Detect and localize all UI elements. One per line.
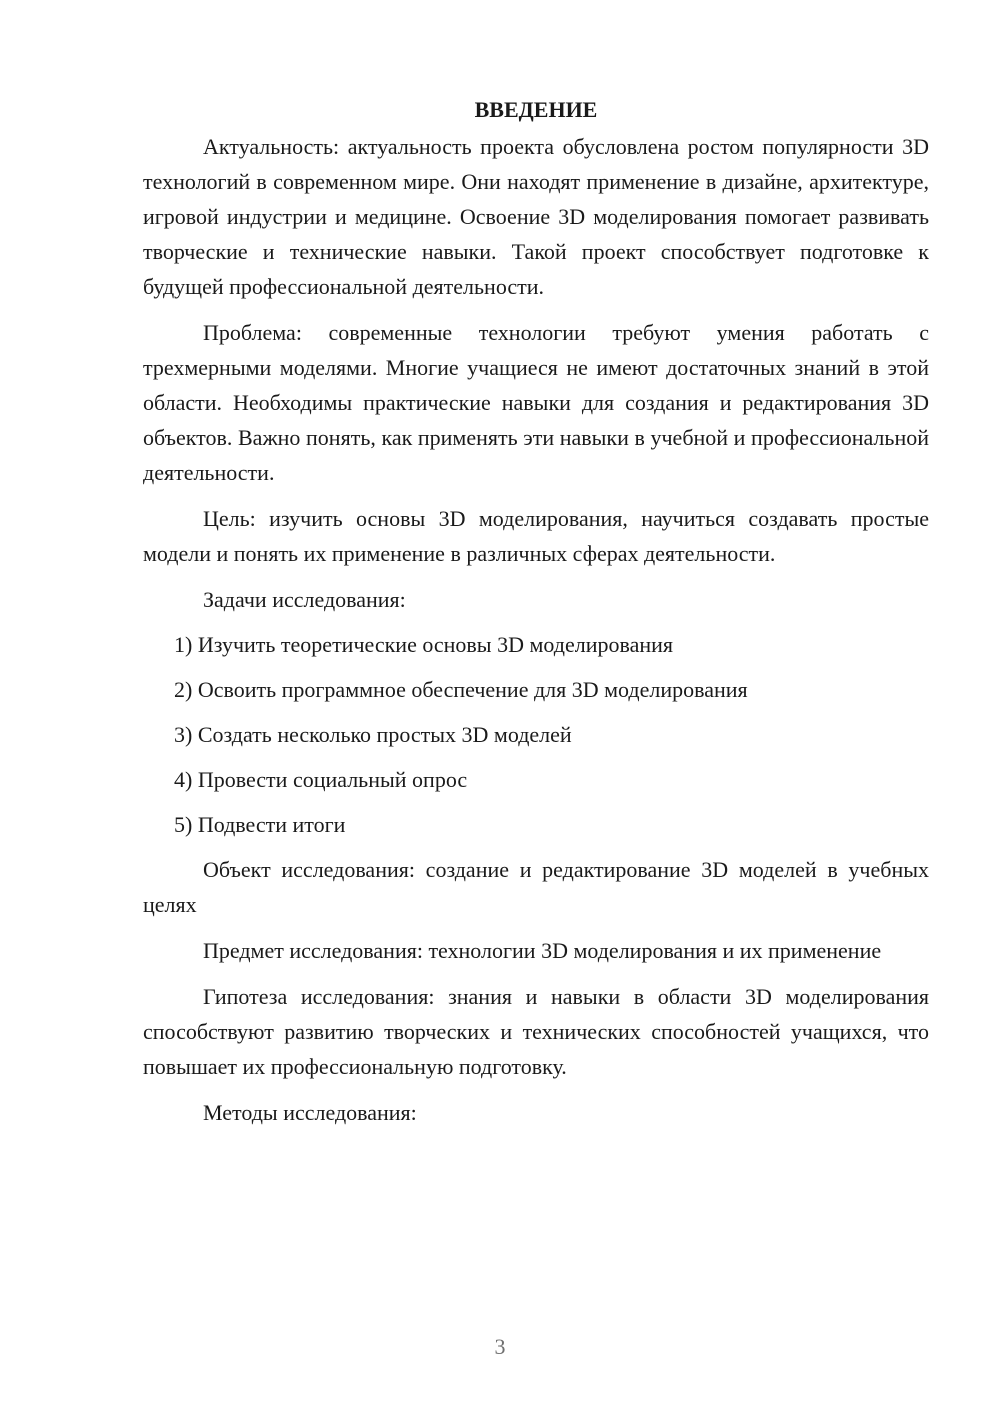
list-item: 2) Освоить программное обеспечение для 3D моделирования: [174, 677, 748, 702]
problem-paragraph: Проблема: современные технологии требуют умения работать с трехмерными моделями. Многие учащиеся не имеют достаточных знаний в этой области. Необходимы практические навыки для создания и редактирования 3D объектов. Важно понять, как применять эти навыки в учебной и профессиональной деятельности.: [143, 320, 929, 485]
tasks-list: [143, 627, 929, 842]
goal-paragraph: Цель: изучить основы 3D моделирования, научиться создавать простые модели и понять их применение в различных сферах деятельности.: [143, 506, 929, 566]
methods-heading: Методы исследования:: [203, 1100, 417, 1125]
tasks-heading: Задачи исследования:: [203, 587, 406, 612]
page-number: 3: [494, 1334, 506, 1359]
object-paragraph: Объект исследования: создание и редактирование 3D моделей в учебных целях: [143, 857, 929, 917]
hypothesis-paragraph: Гипотеза исследования: знания и навыки в области 3D моделирования способствуют развитию творческих и технических способностей учащихся, что повышает их профессиональную подготовку.: [143, 984, 929, 1079]
page-title: ВВЕДЕНИЕ: [474, 97, 598, 122]
list-item: 1) Изучить теоретические основы 3D моделирования: [174, 632, 673, 657]
subject-paragraph: Предмет исследования: технологии 3D моделирования и их применение: [203, 938, 882, 963]
page-body: [143, 92, 929, 1140]
relevance-paragraph: Актуальность: актуальность проекта обусловлена ростом популярности 3D технологий в современном мире. Они находят применение в дизайне, архитектуре, игровой индустрии и медицине. Освоение 3D моделирования помогает развивать творческие и технические навыки. Такой проект способствует подготовке к будущей профессиональной деятельности.: [143, 134, 929, 299]
list-item: 4) Провести социальный опрос: [174, 767, 468, 792]
list-item: 5) Подвести итоги: [174, 812, 346, 837]
list-item: 3) Создать несколько простых 3D моделей: [174, 722, 572, 747]
